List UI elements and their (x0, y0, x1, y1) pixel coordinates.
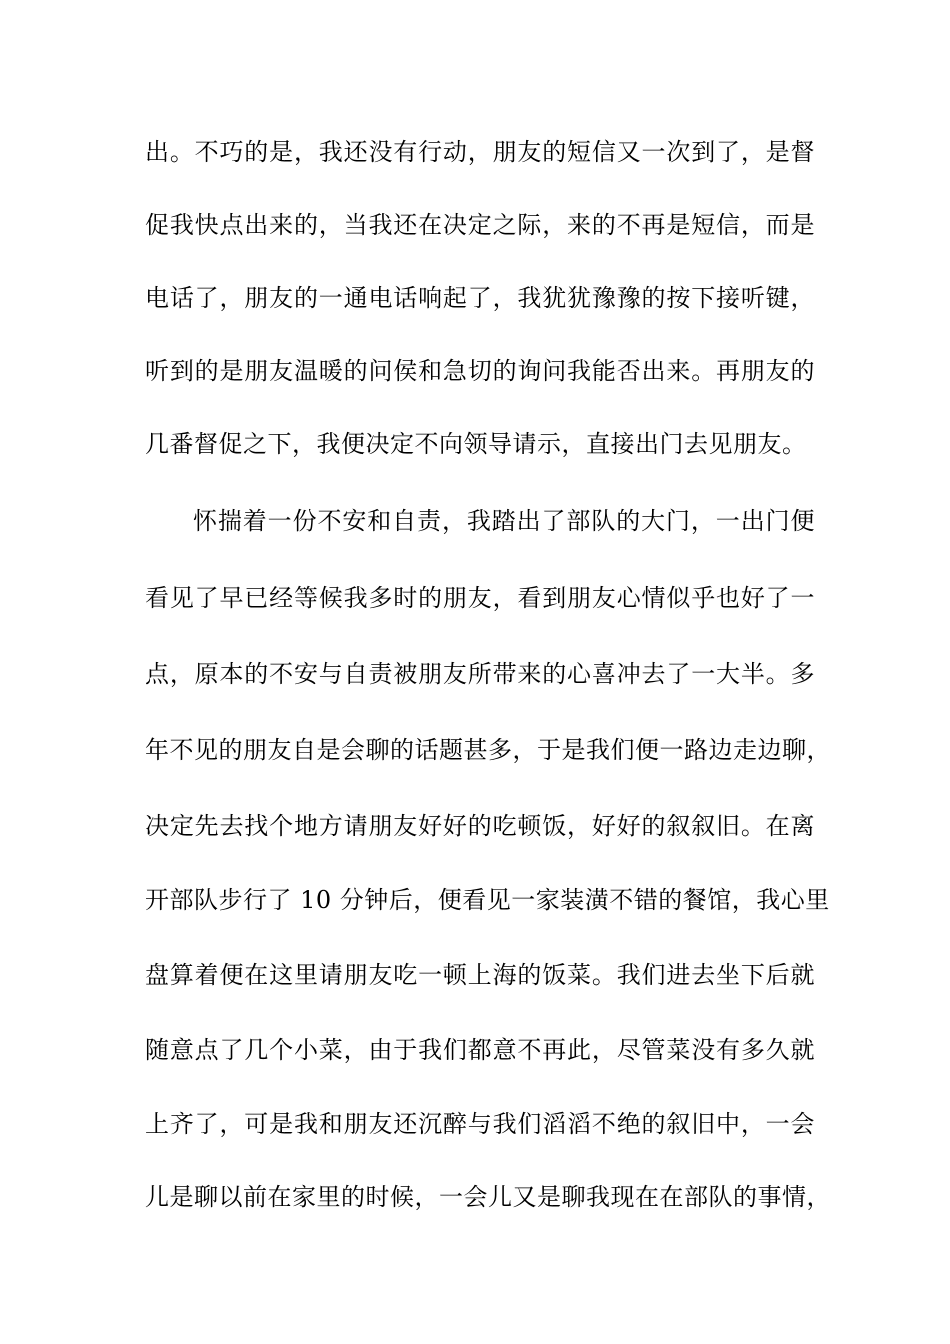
paragraph-line: 点，原本的不安与自责被朋友所带来的心喜冲去了一大半。多 (145, 660, 815, 688)
paragraph-line: 开部队步行了 10 分钟后，便看见一家装潢不错的餐馆，我心里 (145, 886, 830, 914)
paragraph-line: 上齐了，可是我和朋友还沉醉与我们滔滔不绝的叙旧中，一会 (145, 1110, 815, 1138)
paragraph-line: 听到的是朋友温暖的问侯和急切的询问我能否出来。再朋友的 (145, 357, 815, 385)
paragraph-line: 电话了，朋友的一通电话响起了，我犹犹豫豫的按下接听键， (145, 284, 815, 312)
paragraph-line: 看见了早已经等候我多时的朋友，看到朋友心情似乎也好了一 (145, 584, 815, 612)
paragraph-line: 出。不巧的是，我还没有行动，朋友的短信又一次到了，是督 (145, 138, 815, 166)
paragraph-line: 决定先去找个地方请朋友好好的吃顿饭，好好的叙叙旧。在离 (145, 812, 815, 840)
paragraph-line: 促我快点出来的，当我还在决定之际，来的不再是短信，而是 (145, 211, 815, 239)
paragraph-line: 怀揣着一份不安和自责，我踏出了部队的大门，一出门便 (193, 507, 815, 535)
paragraph-line: 几番督促之下，我便决定不向领导请示，直接出门去见朋友。 (145, 430, 807, 458)
paragraph-line: 儿是聊以前在家里的时候，一会儿又是聊我现在在部队的事情， (145, 1183, 831, 1211)
paragraph-line: 盘算着便在这里请朋友吃一顿上海的饭菜。我们进去坐下后就 (145, 961, 815, 989)
paragraph-line: 随意点了几个小菜，由于我们都意不再此，尽管菜没有多久就 (145, 1036, 815, 1064)
paragraph-line: 年不见的朋友自是会聊的话题甚多，于是我们便一路边走边聊， (145, 736, 831, 764)
